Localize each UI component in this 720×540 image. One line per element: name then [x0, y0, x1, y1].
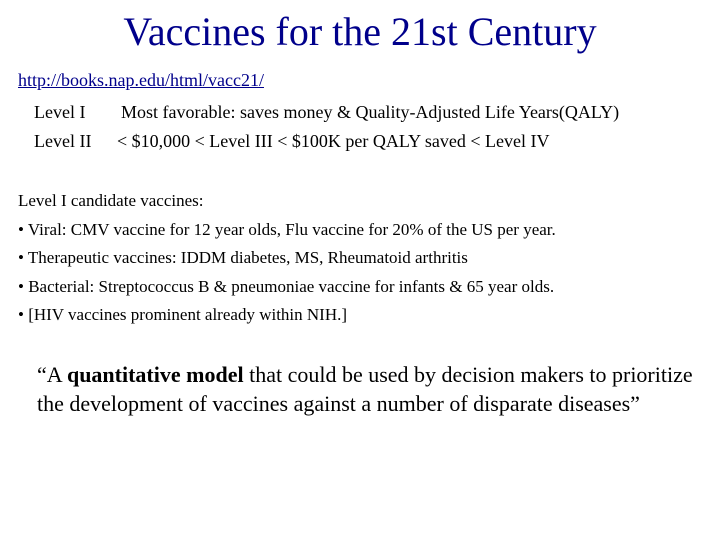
slide-title: Vaccines for the 21st Century: [123, 9, 597, 54]
quote-text-start: “A: [37, 362, 67, 387]
candidates-heading: Level I candidate vaccines:: [18, 191, 204, 210]
level-label: Level II: [34, 131, 92, 151]
quote-text-end: that could be used by decision makers to prioritize the development of vaccines against a number of disparate diseases”: [37, 362, 693, 416]
source-link[interactable]: http://books.nap.edu/html/vacc21/: [18, 70, 264, 90]
bullet-item: • Bacterial: Streptococcus B & pneumoniae vaccine for infants & 65 year olds.: [18, 276, 555, 296]
level-label: Level I: [34, 102, 86, 122]
bullet-item: • [HIV vaccines prominent already within NIH.]: [18, 305, 348, 324]
quote-emphasis: quantitative model: [66, 362, 244, 387]
bullet-item: • Therapeutic vaccines: IDDM diabetes, MS, Rheumatoid arthritis: [18, 248, 468, 267]
level-description: Most favorable: saves money & Quality-Adjusted Life Years(QALY): [121, 102, 620, 122]
level-thresholds: < $10,000 < Level III < $100K per QALY saved < Level IV: [117, 131, 550, 151]
quote-block: [37, 360, 707, 418]
bullet-item: • Viral: CMV vaccine for 12 year olds, Flu vaccine for 20% of the US per year.: [18, 219, 556, 239]
candidate-list: [18, 187, 556, 330]
